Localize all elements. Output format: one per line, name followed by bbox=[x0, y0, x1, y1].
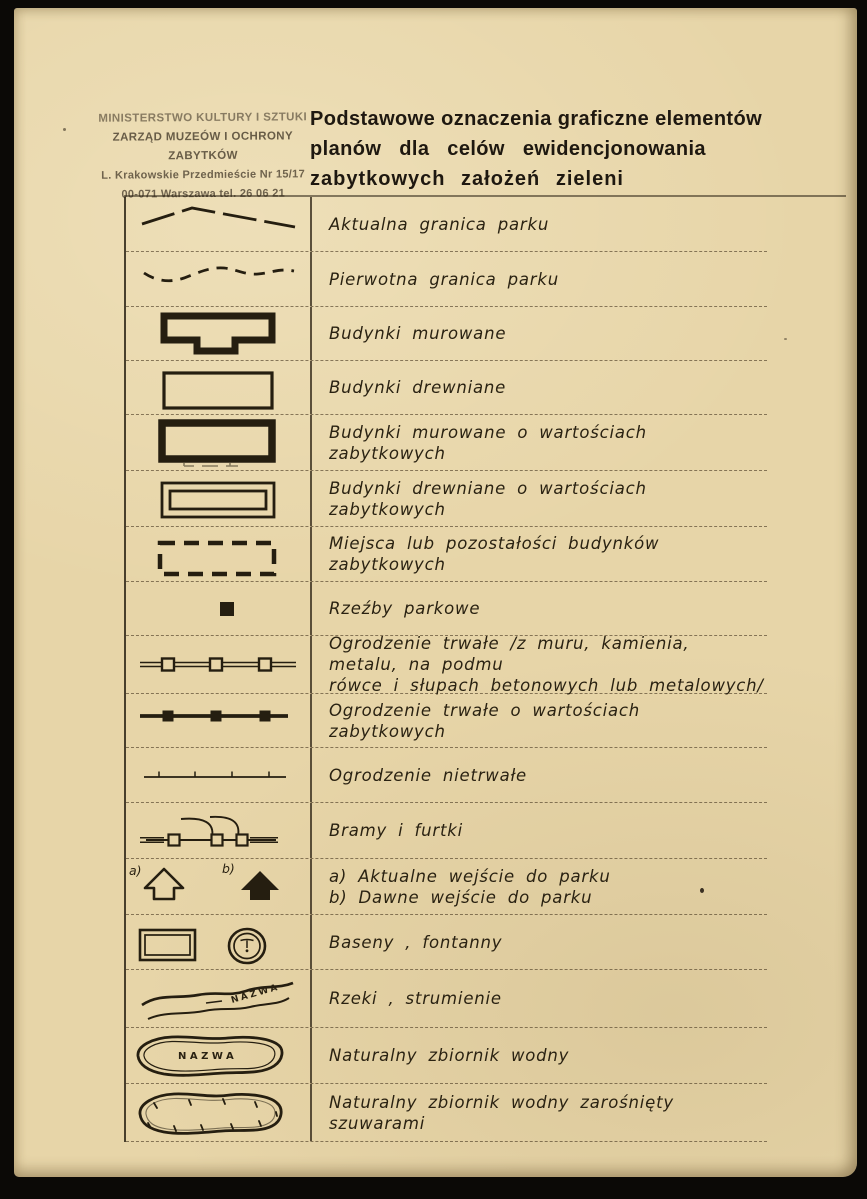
legend-row-wooden-buildings bbox=[126, 361, 767, 415]
legend-label: Rzeźby parkowe bbox=[329, 599, 481, 618]
symbol-cell bbox=[126, 252, 312, 306]
overgrown-water-body-icon bbox=[126, 1084, 310, 1141]
scan-speck bbox=[784, 338, 787, 340]
permanent-fence-icon bbox=[126, 636, 310, 693]
legend-label: a) Aktualne wejście do parku bbox=[329, 866, 611, 886]
legend-row-gates bbox=[126, 803, 767, 859]
symbol-cell bbox=[126, 471, 312, 526]
river-stream-icon bbox=[126, 970, 310, 1027]
symbol-cell bbox=[126, 970, 312, 1027]
legend-row-masonry-buildings bbox=[126, 307, 767, 361]
current-park-boundary-icon bbox=[126, 197, 310, 251]
legend-row-permanent-fence bbox=[126, 636, 767, 694]
scan-speck bbox=[700, 888, 704, 893]
stamp-line-1: MINISTERSTWO KULTURY I SZTUKI bbox=[98, 111, 308, 125]
masonry-building-icon bbox=[126, 307, 310, 360]
legend-label: Bramy i furtki bbox=[329, 821, 463, 840]
legend-row-permanent-fence-historic bbox=[126, 694, 767, 748]
lake-name-placeholder: NAZWA bbox=[178, 1051, 238, 1062]
symbol-cell bbox=[126, 582, 312, 635]
title-line-3: zabytkowych założeń zieleni bbox=[310, 168, 624, 190]
legend-row-building-remains bbox=[126, 527, 767, 582]
legend-label: Budynki drewniane o wartościach zabytkowych bbox=[329, 478, 647, 519]
legend-label: Miejsca lub pozostałości budynków zabytkowych bbox=[329, 534, 660, 574]
permanent-fence-historic-icon bbox=[126, 694, 310, 747]
legend-row-overgrown-water-body bbox=[126, 1084, 767, 1142]
symbol-cell bbox=[126, 859, 312, 914]
legend-label: Naturalny zbiornik wodny bbox=[329, 1046, 570, 1065]
symbol-cell bbox=[126, 748, 312, 802]
legend-row-pools-fountains bbox=[126, 915, 767, 970]
stamp-line-3: L. Krakowskie Przedmieście Nr 15/17 bbox=[101, 168, 306, 182]
masonry-historic-building-icon bbox=[126, 415, 310, 470]
title-line-2: planów dla celów ewidencjonowania bbox=[310, 138, 706, 160]
pool-fountain-icon bbox=[126, 915, 310, 969]
legend-label: Ogrodzenie nietrwałe bbox=[329, 765, 528, 785]
legend-label: Aktualna granica parku bbox=[329, 214, 550, 234]
park-sculpture-icon bbox=[126, 582, 310, 635]
impermanent-fence-icon bbox=[126, 748, 310, 802]
legend-label: Budynki drewniane bbox=[329, 378, 507, 397]
legend-row-park-entrances bbox=[126, 859, 767, 915]
legend-label-line2: rówce i słupach betonowych lub metalowych/ bbox=[329, 676, 764, 695]
title-line-1: Podstawowe oznaczenia graficzne elementów bbox=[310, 108, 763, 130]
legend-row-wooden-historic bbox=[126, 471, 767, 527]
stamp-line-4: 00-071 Warszawa tel. 26 06 21 bbox=[121, 187, 286, 201]
legend-label: Naturalny zbiornik wodny zarośnięty szuwarami bbox=[329, 1092, 674, 1133]
symbol-cell bbox=[126, 307, 312, 360]
legend-label: Ogrodzenie trwałe /z muru, kamienia, metalu, na podmu bbox=[329, 634, 690, 674]
legend-row-natural-water-body bbox=[126, 1028, 767, 1084]
legend-label: Pierwotna granica parku bbox=[329, 269, 559, 289]
symbol-cell bbox=[126, 1028, 312, 1083]
legend-label: Baseny , fontanny bbox=[329, 932, 503, 952]
stamp-line-2: ZARZĄD MUZEÓW I OCHRONY ZABYTKÓW bbox=[112, 130, 294, 163]
wooden-building-icon bbox=[126, 361, 310, 414]
paper-sheet bbox=[14, 8, 857, 1177]
symbol-cell bbox=[126, 636, 312, 693]
park-entrance-arrows-icon bbox=[126, 859, 310, 914]
legend-label: Budynki murowane bbox=[329, 324, 507, 343]
legend-label: Ogrodzenie trwałe o wartościach zabytkowych bbox=[329, 700, 641, 741]
symbol-cell bbox=[126, 803, 312, 858]
symbol-cell bbox=[126, 197, 312, 251]
ministry-stamp bbox=[82, 108, 325, 205]
legend-label-line2: b) Dawne wejście do parku bbox=[329, 887, 593, 907]
gates-icon bbox=[126, 803, 310, 858]
building-remains-icon bbox=[126, 527, 310, 581]
symbol-cell bbox=[126, 415, 312, 470]
legend-row-current-boundary bbox=[126, 197, 767, 252]
scan-speck bbox=[63, 128, 66, 131]
legend-label: Rzeki , strumienie bbox=[329, 989, 502, 1008]
wooden-historic-building-icon bbox=[126, 471, 310, 526]
legend-row-masonry-historic bbox=[126, 415, 767, 471]
symbol-cell bbox=[126, 1084, 312, 1141]
legend-row-impermanent-fence bbox=[126, 748, 767, 803]
legend-table bbox=[124, 197, 767, 1142]
page-title bbox=[310, 104, 780, 194]
symbol-cell bbox=[126, 527, 312, 581]
symbol-cell bbox=[126, 694, 312, 747]
natural-water-body-icon bbox=[126, 1028, 310, 1083]
marker-b: b) bbox=[222, 861, 235, 876]
marker-a: a) bbox=[129, 863, 142, 878]
legend-row-park-sculptures bbox=[126, 582, 767, 636]
river-name-placeholder: NAZWA bbox=[230, 982, 281, 1006]
former-park-boundary-icon bbox=[126, 252, 310, 306]
fountain-glyph bbox=[241, 940, 254, 949]
legend-label: Budynki murowane o wartościach zabytkowych bbox=[329, 422, 647, 463]
legend-row-former-boundary bbox=[126, 252, 767, 307]
symbol-cell bbox=[126, 361, 312, 414]
legend-row-rivers-streams bbox=[126, 970, 767, 1028]
symbol-cell bbox=[126, 915, 312, 969]
